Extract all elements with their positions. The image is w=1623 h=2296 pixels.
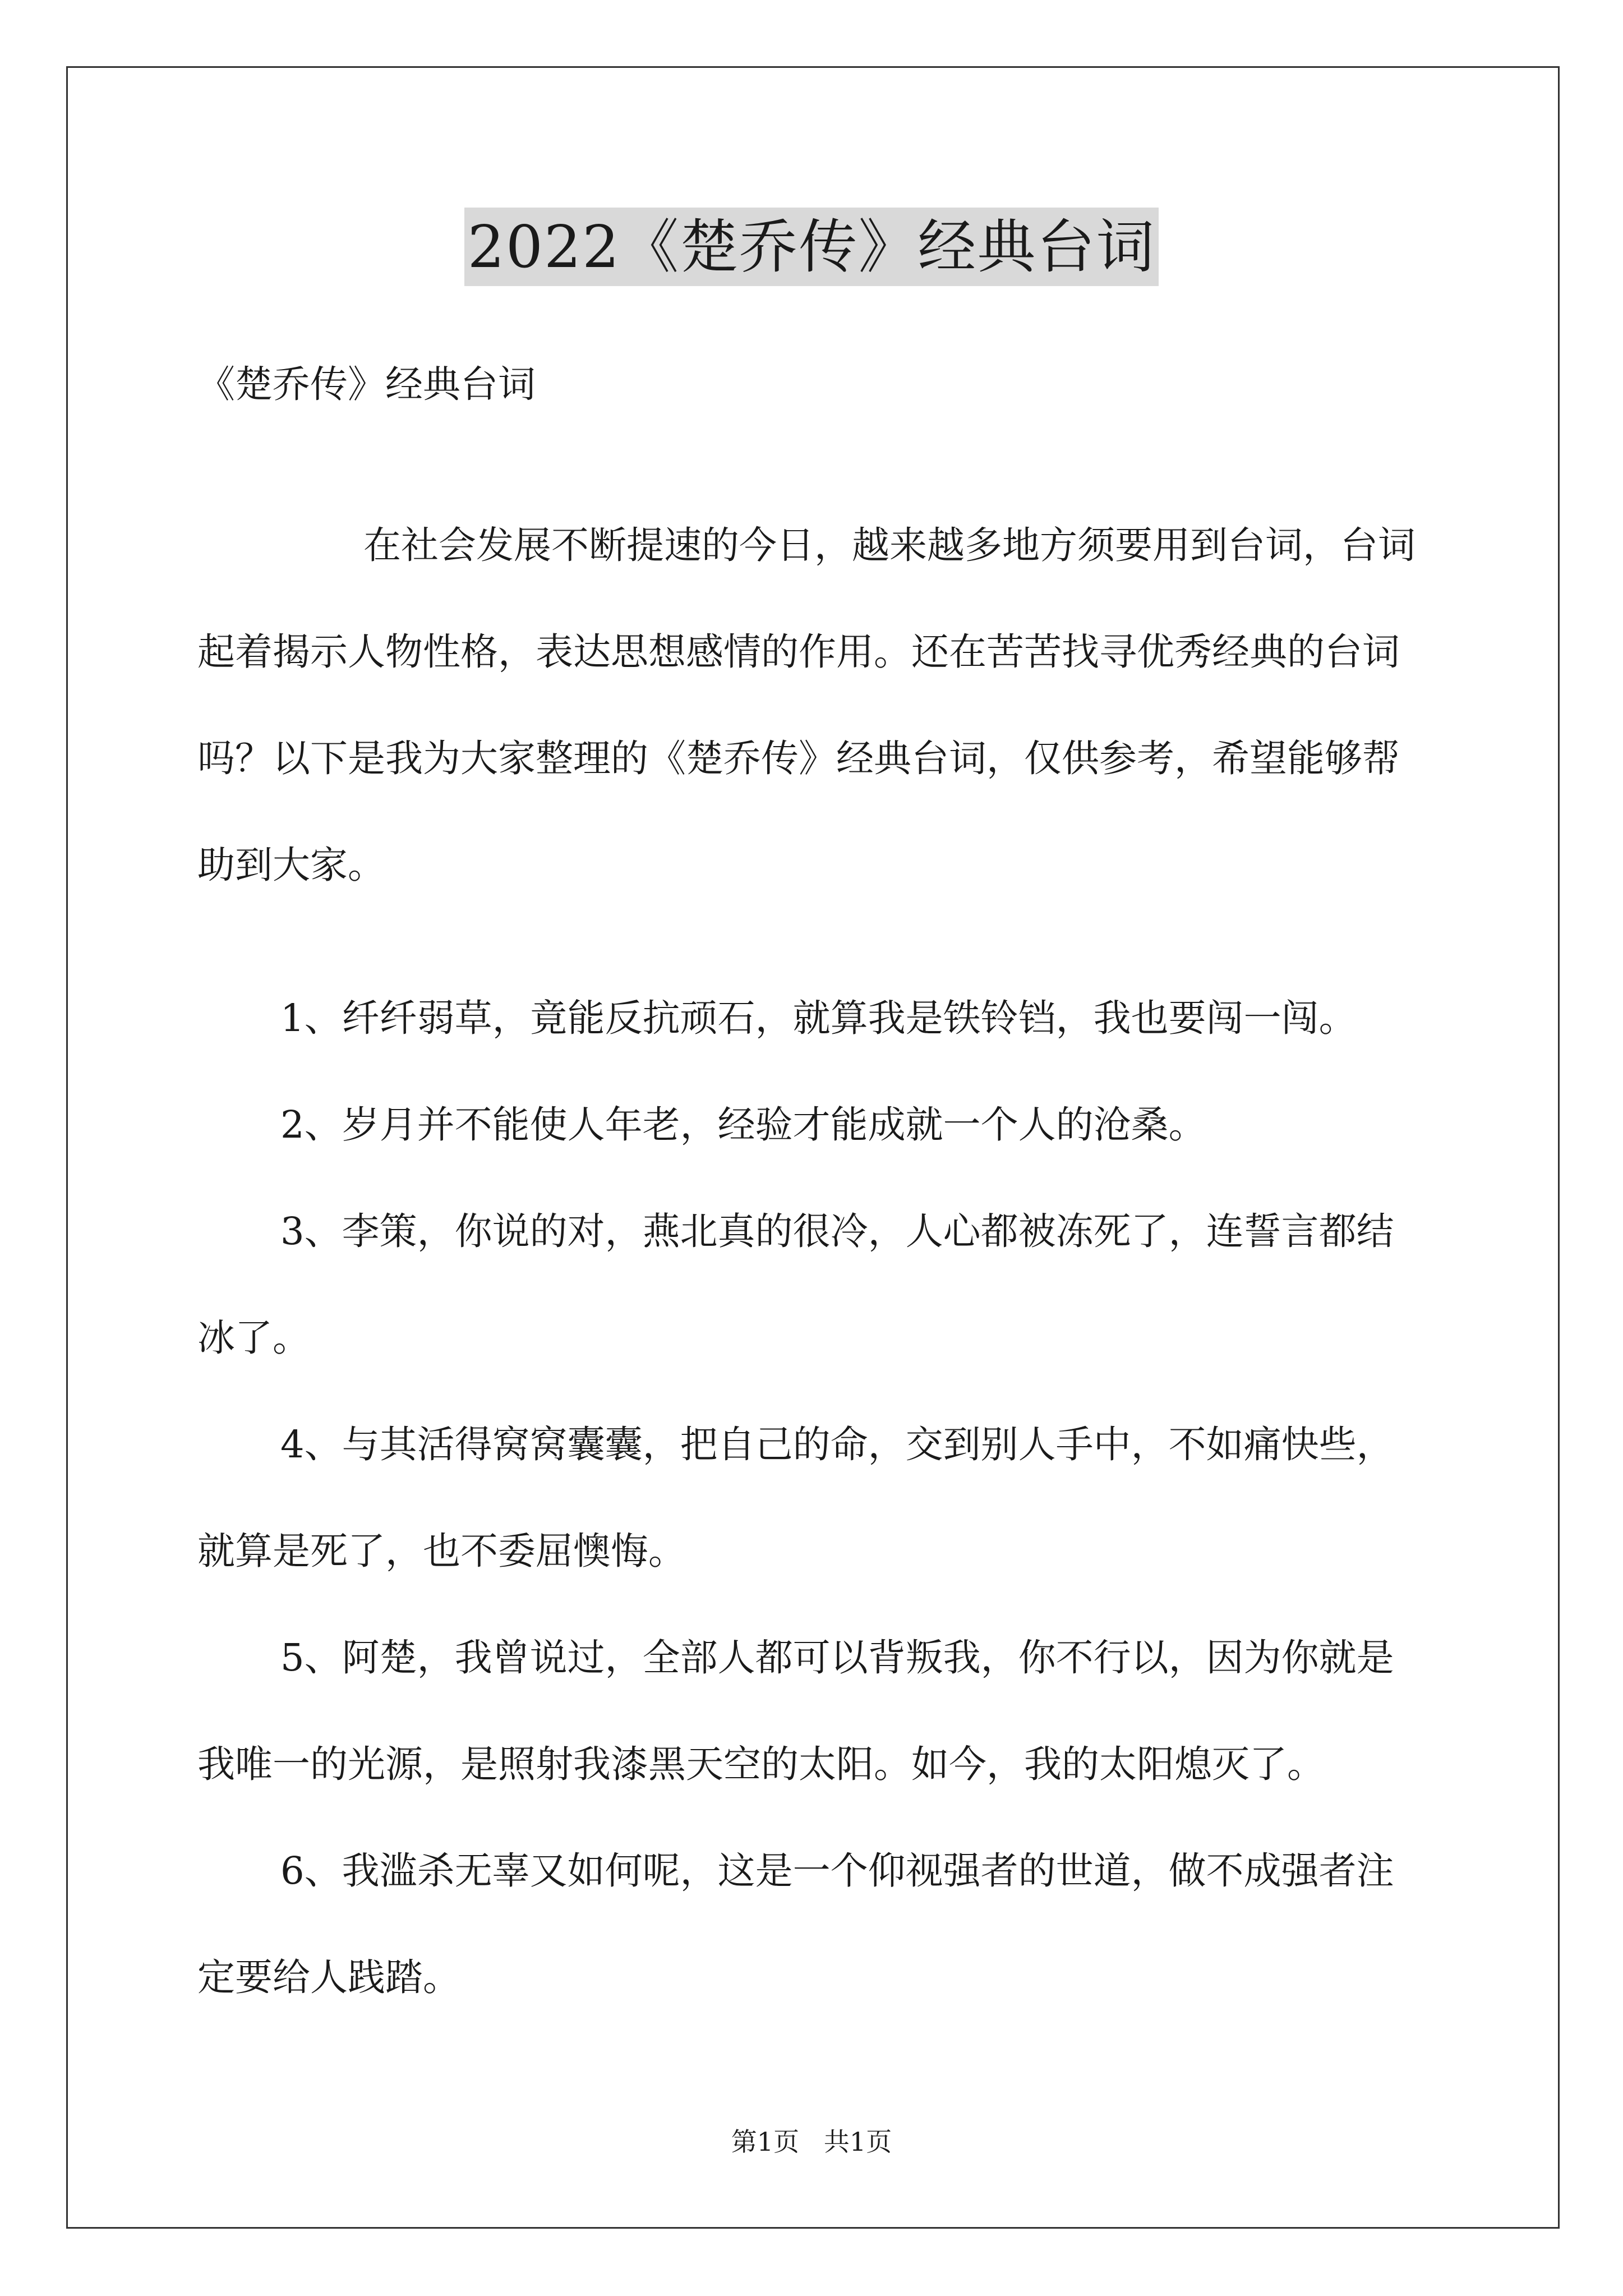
intro-paragraph: 在社会发展不断提速的今日，越来越多地方须要用到台词，台词起着揭示人物性格，表达思想感情的作用。还在苦苦找寻优秀经典的台词吗？以下是我为大家整理的《楚乔传》经典台词，仅供参考，希望能够帮助到大家。: [197, 523, 1415, 887]
quote-item-3: 3、李策，你说的对，燕北真的很冷，人心都被冻死了，连誓言都结冰了。: [197, 1209, 1394, 1360]
quote-item-6: 6、我滥杀无辜又如何呢，这是一个仰视强者的世道，做不成强者注定要给人践踏。: [197, 1849, 1394, 1999]
document-subtitle: 《楚乔传》经典台词: [197, 362, 536, 406]
quote-item-4: 4、与其活得窝窝囊囊，把自己的命，交到别人手中，不如痛快些，就算是死了，也不委屈懊悔。: [197, 1423, 1394, 1573]
title-container: [0, 208, 1623, 286]
quote-item-2: 2、岁月并不能使人年老，经验才能成就一个人的沧桑。: [280, 1103, 1206, 1147]
document-title: 2022《楚乔传》经典台词: [464, 208, 1159, 286]
quote-item-1: 1、纤纤弱草，竟能反抗顽石，就算我是铁铃铛，我也要闯一闯。: [280, 996, 1357, 1040]
page-footer: 第1页 共1页: [731, 2127, 892, 2157]
quote-list: [197, 965, 1431, 2031]
quote-item-5: 5、阿楚，我曾说过，全部人都可以背叛我，你不行以，因为你就是我唯一的光源，是照射我漆黑天空的太阳。如今，我的太阳熄灭了。: [197, 1636, 1394, 1786]
